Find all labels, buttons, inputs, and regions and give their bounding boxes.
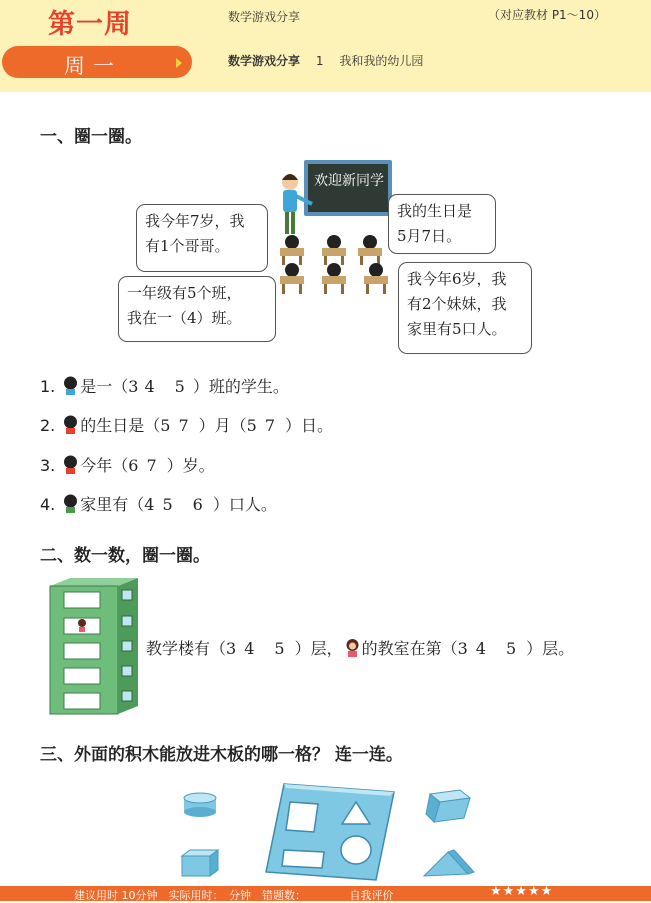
question-number: 1. (40, 377, 56, 396)
blackboard-text: 欢迎新同学 (314, 173, 384, 189)
question-text: ）层。 (526, 639, 575, 658)
cuboid-block (182, 850, 218, 876)
time-record-text: 建议用时 10分钟 实际用时： 分钟 错题数： (74, 889, 306, 902)
student-row-2 (280, 263, 388, 294)
lesson-number: 1 (315, 54, 324, 68)
cube-block (426, 790, 470, 822)
question-text: 是一（3 (80, 377, 139, 396)
question-4 (40, 492, 277, 515)
lesson-title: 我和我的幼儿园 (339, 54, 424, 68)
star-rating-icon[interactable]: ★★★★★ (490, 884, 554, 899)
answer-options: 7 (146, 456, 159, 475)
answer-options: 7 (178, 416, 191, 435)
student-head-icon (63, 455, 78, 474)
speech-bubble-4 (398, 262, 532, 354)
block-shapes-left (176, 790, 224, 882)
student-head-icon (63, 494, 78, 513)
answer-options: 4 5 (144, 377, 187, 396)
answer-options: 4 5 (244, 639, 287, 658)
question-text: ）口人。 (212, 495, 277, 514)
question-text: ）日。 (285, 416, 334, 435)
bubble-text: 家里有5口人。 (407, 320, 507, 338)
bubble-text: 我的生日是 (397, 202, 473, 220)
lesson-heading (228, 52, 423, 69)
square-hole (286, 802, 318, 832)
rectangle-hole (282, 850, 324, 868)
answer-options: 4 5 (475, 639, 519, 658)
bubble-text: 我今年6岁，我 (407, 270, 507, 288)
circle-hole (341, 836, 371, 864)
question-2 (40, 413, 333, 436)
triangular-prism-block (424, 850, 474, 876)
triangle-arrow-icon (176, 58, 182, 68)
section1-title: 一、圈一圈。 (40, 127, 142, 147)
question-text: ）岁。 (166, 456, 215, 475)
speech-bubble-2 (388, 194, 496, 254)
block-shapes-right (418, 784, 476, 882)
question-text: ）月（5 (198, 416, 257, 435)
school-building-illustration (48, 576, 142, 716)
question-text: 的生日是（5 (80, 416, 171, 435)
bubble-text: 有1个哥哥。 (145, 237, 230, 255)
subject-label: 数学游戏分享 (228, 10, 301, 24)
question-number: 2. (40, 416, 56, 435)
question-text: 的教室在第（3 (361, 639, 468, 658)
section3-title: 三、外面的积木能放进木板的哪一格？ 连一连。 (40, 745, 403, 765)
speech-bubble-1 (136, 204, 268, 272)
question-1 (40, 374, 289, 397)
section2-title: 二、数一数，圈一圈。 (40, 546, 210, 566)
question-3 (40, 453, 215, 476)
girl-icon (345, 638, 360, 657)
question-number: 4. (40, 495, 56, 514)
student-head-icon (63, 376, 78, 395)
bubble-text: 一年级有5个班， (127, 284, 242, 302)
answer-options: 7 (264, 416, 278, 435)
week-title: 第一周 (48, 9, 132, 40)
question-text: 家里有（4 (80, 495, 155, 514)
speech-bubble-3 (118, 276, 276, 342)
answer-options: 5 6 (162, 495, 205, 514)
shape-sorter-board (262, 780, 398, 884)
question-text: ）班的学生。 (192, 377, 289, 396)
textbook-reference: （对应教材 P1～10） (488, 8, 606, 22)
question-text: ）层， (294, 639, 343, 658)
bubble-text: 有2个妹妹，我 (407, 295, 507, 313)
cylinder-block (184, 793, 216, 817)
student-row-1 (280, 235, 382, 265)
question-building (146, 636, 574, 659)
bubble-text: 我今年7岁，我 (145, 212, 245, 230)
lesson-subject: 数学游戏分享 (228, 54, 301, 68)
bubble-text: 我在一（4）班。 (127, 309, 242, 327)
question-number: 3. (40, 456, 56, 475)
day-label: 周一 (64, 54, 122, 78)
question-text: 教学楼有（3 (146, 639, 237, 658)
question-text: 今年（6 (80, 456, 139, 475)
bubble-text: 5月7日。 (397, 227, 462, 245)
student-head-icon (63, 415, 78, 434)
self-evaluation-label: 自我评价 (349, 889, 394, 902)
girl-in-window-icon (78, 619, 86, 632)
